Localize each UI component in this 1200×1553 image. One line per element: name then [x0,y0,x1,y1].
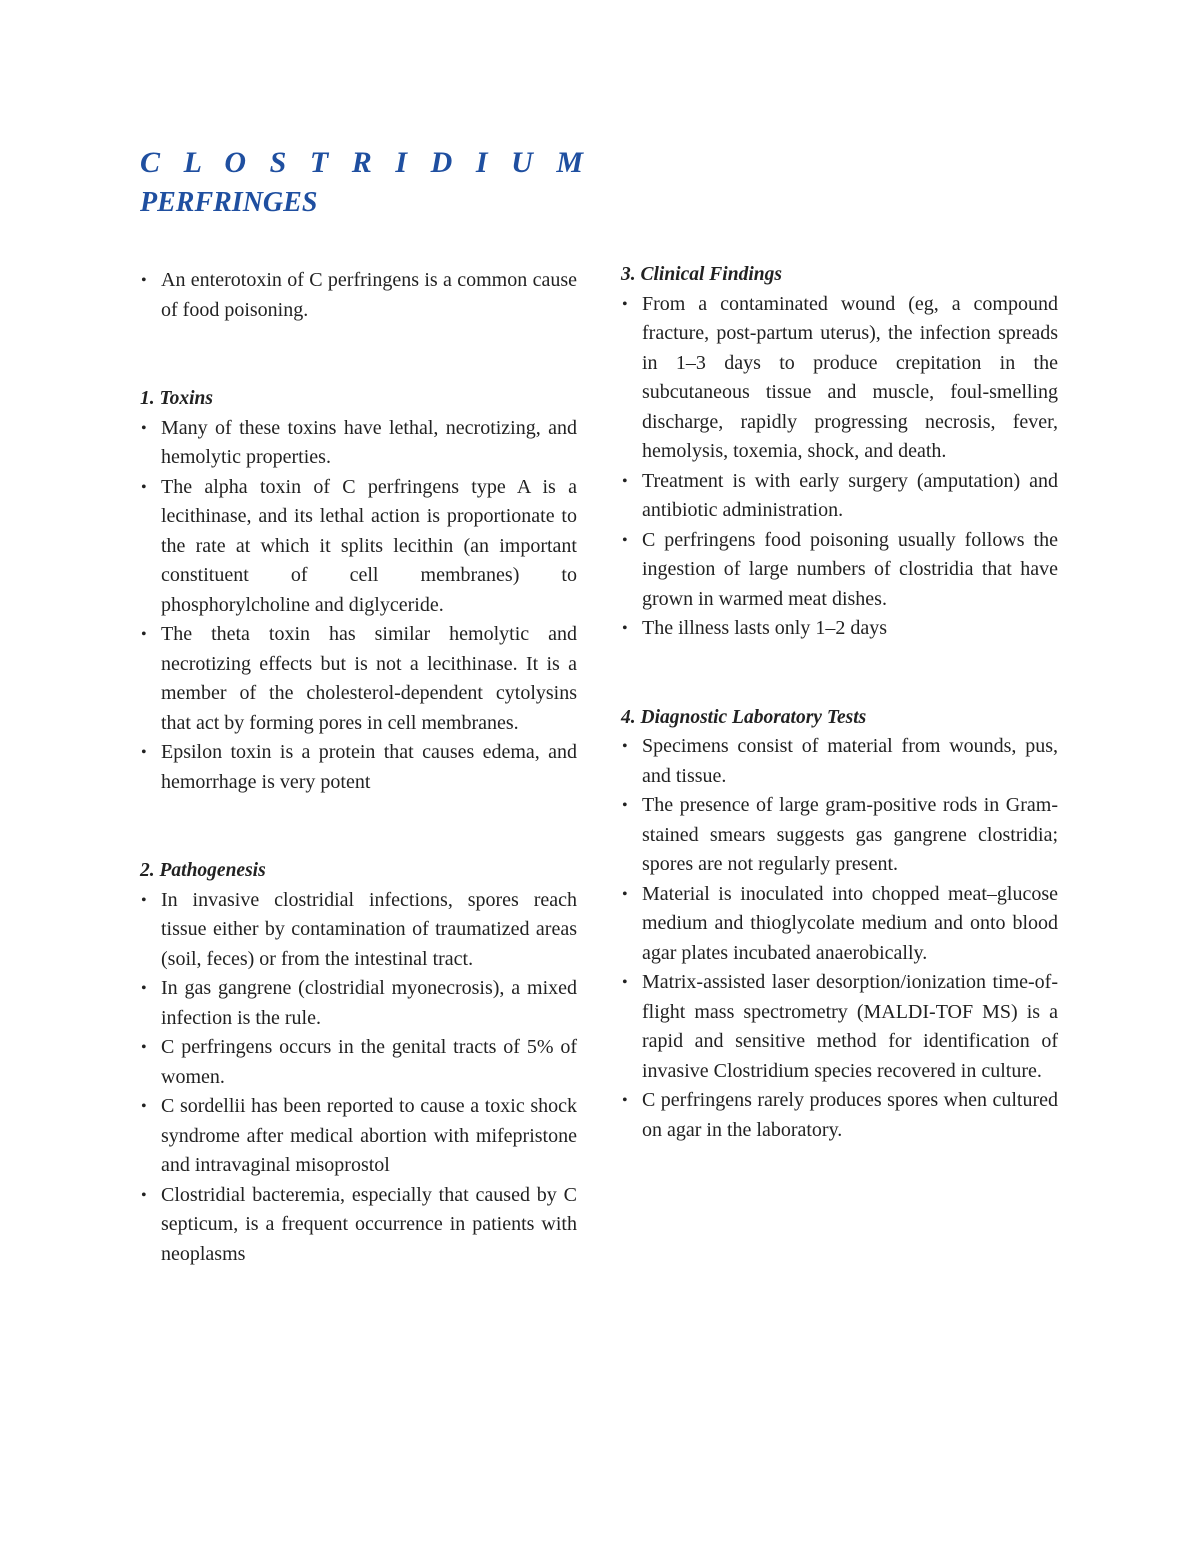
list-item-text: In invasive clostridial infections, spores reach tissue either by contamination of traumatized areas (soil, feces) or from the intestinal tract. [161,888,577,970]
bullet-icon: • [141,419,147,437]
list-item-text: Specimens consist of material from wounds, pus, and tissue. [642,735,1058,787]
intro-list [140,266,577,325]
bullet-icon: • [141,272,147,289]
list-item-text: Matrix-assisted laser desorption/ionization time-of-flight mass spectrometry (MALDI-TOF MS) is a rapid and sensitive method for identification of invasive Clostridium species recovered in culture. [642,971,1058,1082]
spacer [140,325,577,384]
bullet-icon: • [622,885,628,903]
list-item [140,266,577,325]
left-column [140,266,577,1269]
list-item-text: The alpha toxin of C perfringens type A is a lecithinase, and its lethal action is proportionate to the rate at which it splits lecithin (an important constituent of cell membranes) to phosphorylcholine and diglyceride. [161,475,577,616]
list-item-text: In gas gangrene (clostridial myonecrosis), a mixed infection is the rule. [161,977,577,1029]
bullet-icon: • [141,626,147,643]
bullet-icon: • [622,1092,628,1109]
list-item-text: C perfringens occurs in the genital tracts of 5% of women. [161,1036,577,1088]
bullet-icon: • [141,1098,147,1115]
list-item-text: C sordellii has been reported to cause a toxic shock syndrome after medical abortion with mifepristone and intravaginal misoprostol [161,1095,577,1176]
spacer [621,644,1058,703]
bullet-icon: • [141,1039,147,1056]
bullet-icon: • [622,620,628,637]
right-column [621,260,1058,1145]
list-item-text: From a contaminated wound (eg, a compound fracture, post-partum uterus), the infection spreads in 1–3 days to produce crepitation in the subcutaneous tissue and muscle, foul-smelling discharge, rapidly progressing necrosis, fever, hemolysis, toxemia, shock, and death. [642,292,1058,462]
list-item-text: An enterotoxin of C perfringens is a common cause of food poisoning. [161,269,577,321]
section-heading-toxins: 1. Toxins [140,388,213,409]
section-heading-pathogenesis: 2. Pathogenesis [140,860,266,881]
list-item [140,1092,577,1181]
bullet-icon: • [622,472,628,490]
list-item-text: Clostridial bacteremia, especially that caused by C septicum, is a frequent occurrence in patients with neoplasms [161,1183,577,1265]
list-item-text: Many of these toxins have lethal, necrotizing, and hemolytic properties. [161,416,577,468]
list-item [140,473,577,621]
list-item [621,968,1058,1086]
section-heading-diagnostic: 4. Diagnostic Laboratory Tests [621,706,867,728]
section-heading-clinical: 3. Clinical Findings [621,264,782,285]
list-item [140,886,577,975]
list-item [621,1086,1058,1145]
list-item [621,732,1058,791]
list-item-text: C perfringens rarely produces spores when cultured on agar in the laboratory. [642,1089,1058,1141]
spacer [140,797,577,856]
list-item-text: The illness lasts only 1–2 days [642,617,887,639]
list-item [621,880,1058,969]
list-item-text: Treatment is with early surgery (amputation) and antibiotic administration. [642,469,1058,521]
bullet-icon: • [622,797,628,814]
document-title [140,143,585,223]
list-item [621,614,1058,644]
list-item [621,290,1058,467]
bullet-icon: • [622,295,628,313]
list-item [140,414,577,473]
toxins-list [140,414,577,798]
list-item-text: The theta toxin has similar hemolytic and necrotizing effects but is not a lecithinase. It is a member of the cholesterol-dependent cytolysins that act by forming pores in cell membranes. [161,623,577,734]
list-item [140,620,577,738]
clinical-list [621,290,1058,644]
bullet-icon: • [622,531,628,549]
title-line-2: PERFRINGES [140,187,318,218]
list-item-text: Epsilon toxin is a protein that causes edema, and hemorrhage is very potent [161,741,577,793]
list-item-text: C perfringens food poisoning usually follows the ingestion of large numbers of clostridia that have grown in warmed meat dishes. [642,528,1058,610]
bullet-icon: • [622,974,628,991]
title-line-1: C L O S T R I D I U M [140,146,585,179]
bullet-icon: • [141,980,147,997]
list-item [621,467,1058,526]
list-item [140,1181,577,1270]
diagnostic-list [621,732,1058,1145]
list-item [140,974,577,1033]
list-item [621,791,1058,880]
list-item-text: The presence of large gram-positive rods in Gram-stained smears suggests gas gangrene clostridia; spores are not regularly present. [642,794,1058,875]
list-item [621,526,1058,615]
list-item-text: Material is inoculated into chopped meat–glucose medium and thioglycolate medium and onto blood agar plates incubated anaerobically. [642,882,1058,964]
bullet-icon: • [141,891,147,909]
bullet-icon: • [622,738,628,755]
list-item [140,1033,577,1092]
pathogenesis-list [140,886,577,1270]
bullet-icon: • [141,478,147,496]
list-item [140,738,577,797]
bullet-icon: • [141,744,147,761]
bullet-icon: • [141,1186,147,1204]
